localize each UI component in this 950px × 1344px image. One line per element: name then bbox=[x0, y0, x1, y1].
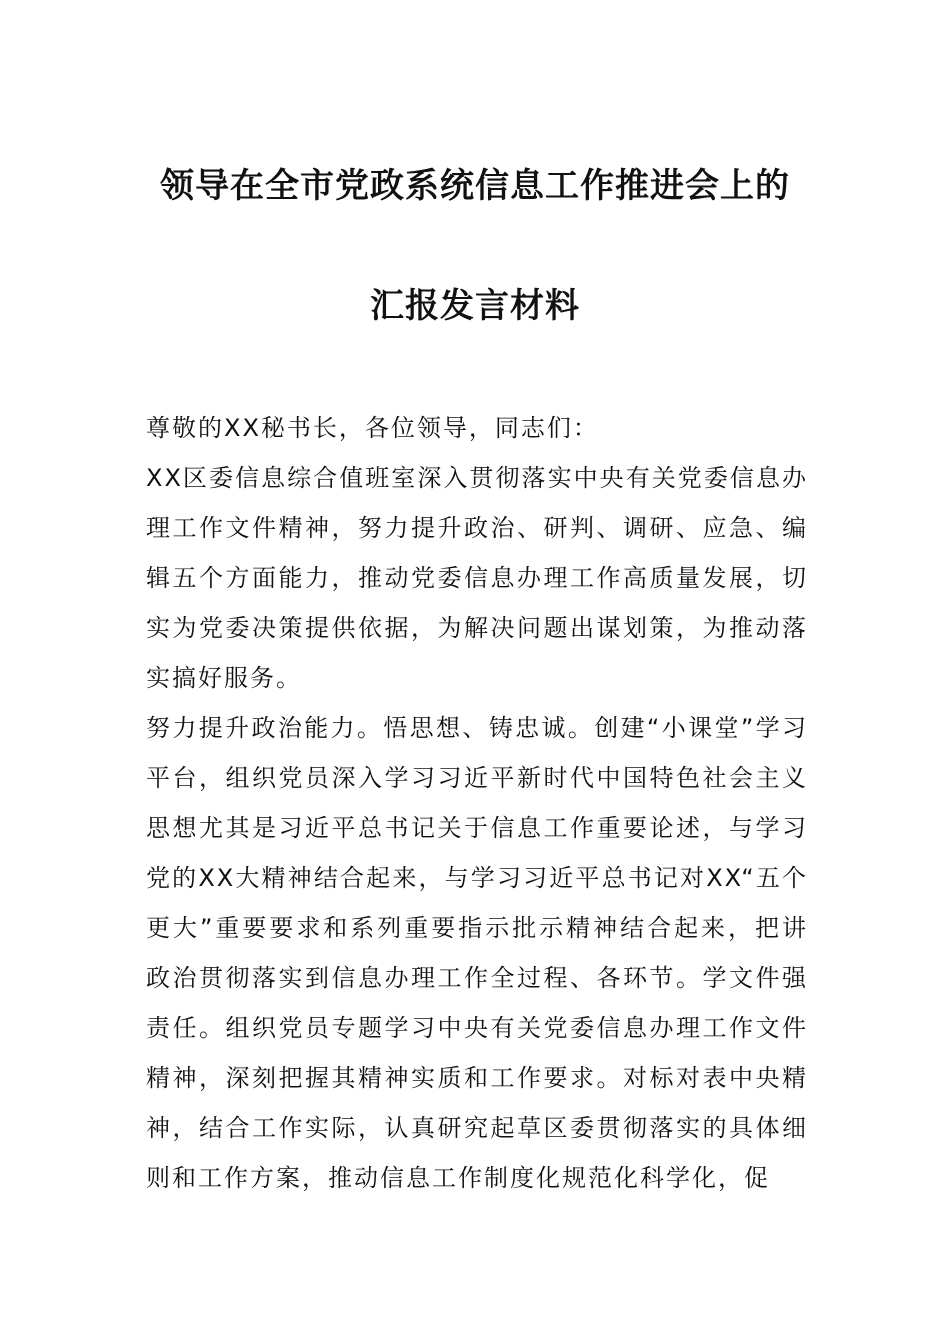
document-title-line-1: 领导在全市党政系统信息工作推进会上的 bbox=[160, 166, 790, 206]
intro-paragraph: XX区委信息综合值班室深入贯彻落实中央有关党委信息办理工作文件精神，努力提升政治、研判、调研、应急、编辑五个方面能力，推动党委信息办理工作高质量发展，切实为党委决策提供依据，为解决问题出谋划策，为推动落实搞好服务。 bbox=[146, 464, 808, 692]
political-ability-paragraph: 努力提升政治能力。悟思想、铸忠诚。创建“小课堂”学习平台，组织党员深入学习习近平新时代中国特色社会主义思想尤其是习近平总书记关于信息工作重要论述，与学习党的XX大精神结合起来，与学习习近平总书记对XX“五个更大”重要要求和系列重要指示批示精神结合起来，把讲政治贯彻落实到信息办理工作全过程、各环节。学文件强责任。组织党员专题学习中央有关党委信息办理工作文件精神，深刻把握其精神实质和工作要求。对标对表中央精神，结合工作实际，认真研究起草区委贯彻落实的具体细则和工作方案，推动信息工作制度化规范化科学化，促 bbox=[146, 714, 808, 1192]
document-body bbox=[146, 403, 808, 1203]
document-title-line-2: 汇报发言材料 bbox=[370, 286, 580, 326]
salutation-paragraph: 尊敬的XX秘书长，各位领导，同志们： bbox=[146, 414, 599, 442]
